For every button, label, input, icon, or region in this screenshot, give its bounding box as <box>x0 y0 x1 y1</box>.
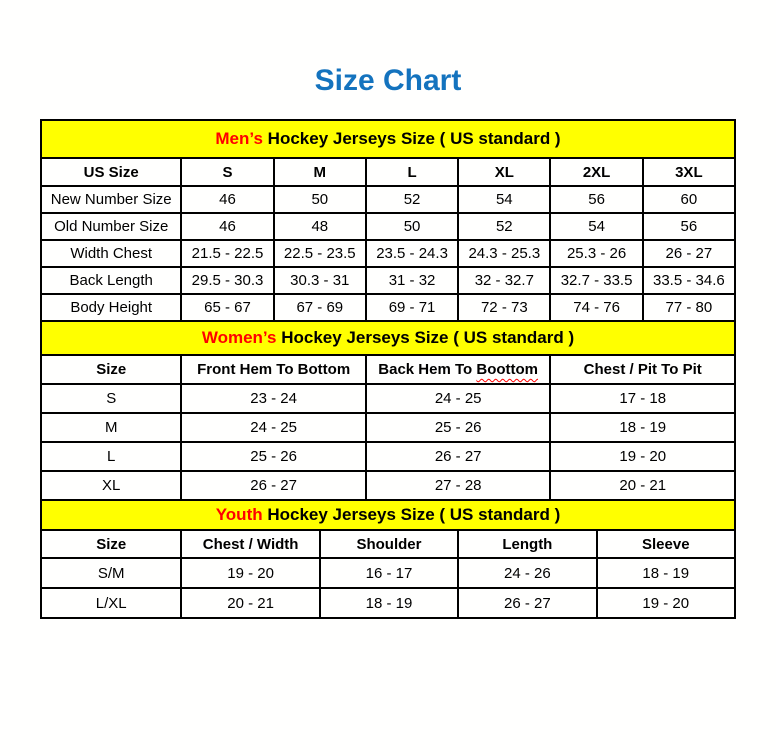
mens-col-header: US Size <box>41 158 181 186</box>
table-row <box>41 588 735 618</box>
cell-value: 16 - 17 <box>320 558 458 588</box>
cell-value: 24.3 - 25.3 <box>458 240 550 267</box>
row-label: Width Chest <box>41 240 181 267</box>
cell-value: 46 <box>181 186 273 213</box>
mens-section-header <box>41 120 735 158</box>
table-row <box>41 558 735 588</box>
cell-value: 60 <box>643 186 735 213</box>
womens-col-back-misspelled-word: Boottom <box>476 361 539 378</box>
cell-value: 19 - 20 <box>181 558 319 588</box>
cell-value: 22.5 - 23.5 <box>274 240 366 267</box>
table-row <box>41 213 735 240</box>
cell-value: 77 - 80 <box>643 294 735 321</box>
cell-value: 25 - 26 <box>181 442 366 471</box>
cell-value: 69 - 71 <box>366 294 458 321</box>
cell-value: 50 <box>366 213 458 240</box>
cell-value: 18 - 19 <box>550 413 735 442</box>
mens-col-header: L <box>366 158 458 186</box>
cell-value: 21.5 - 22.5 <box>181 240 273 267</box>
cell-value: 20 - 21 <box>550 471 735 500</box>
youth-size-table <box>40 499 736 619</box>
cell-value: 56 <box>550 186 642 213</box>
cell-value: 52 <box>366 186 458 213</box>
cell-value: 23.5 - 24.3 <box>366 240 458 267</box>
table-row <box>41 471 735 500</box>
cell-value: 50 <box>274 186 366 213</box>
cell-value: 26 - 27 <box>366 442 551 471</box>
table-row <box>41 413 735 442</box>
youth-heading-rest: Hockey Jerseys Size ( US standard ) <box>267 505 561 524</box>
cell-value: 24 - 25 <box>181 413 366 442</box>
mens-col-header: M <box>274 158 366 186</box>
cell-value: 18 - 19 <box>320 588 458 618</box>
youth-col-header: Size <box>41 530 181 558</box>
cell-value: 65 - 67 <box>181 294 273 321</box>
cell-value: 48 <box>274 213 366 240</box>
cell-value: 54 <box>550 213 642 240</box>
cell-value: 74 - 76 <box>550 294 642 321</box>
table-row <box>41 294 735 321</box>
table-row <box>41 384 735 413</box>
table-row <box>41 240 735 267</box>
table-row <box>41 442 735 471</box>
row-label: XL <box>41 471 181 500</box>
youth-col-header: Length <box>458 530 596 558</box>
youth-column-header-row <box>41 530 735 558</box>
youth-section-header <box>41 500 735 530</box>
cell-value: 25 - 26 <box>366 413 551 442</box>
cell-value: 17 - 18 <box>550 384 735 413</box>
row-label: L/XL <box>41 588 181 618</box>
youth-col-header: Sleeve <box>597 530 735 558</box>
mens-column-header-row <box>41 158 735 186</box>
cell-value: 30.3 - 31 <box>274 267 366 294</box>
mens-col-header: 2XL <box>550 158 642 186</box>
mens-section-header-row <box>41 120 735 158</box>
mens-heading-accent: Men’s <box>215 129 263 148</box>
cell-value: 54 <box>458 186 550 213</box>
cell-value: 24 - 26 <box>458 558 596 588</box>
cell-value: 56 <box>643 213 735 240</box>
cell-value: 67 - 69 <box>274 294 366 321</box>
cell-value: 72 - 73 <box>458 294 550 321</box>
youth-heading-accent: Youth <box>215 505 263 524</box>
table-row <box>41 267 735 294</box>
row-label: S <box>41 384 181 413</box>
womens-heading-accent: Women’s <box>201 328 277 347</box>
cell-value: 18 - 19 <box>597 558 735 588</box>
mens-col-header: 3XL <box>643 158 735 186</box>
womens-heading-rest: Hockey Jerseys Size ( US standard ) <box>281 328 575 347</box>
cell-value: 26 - 27 <box>181 471 366 500</box>
cell-value: 33.5 - 34.6 <box>643 267 735 294</box>
row-label: M <box>41 413 181 442</box>
cell-value: 46 <box>181 213 273 240</box>
womens-col-back-prefix: Back Hem To <box>378 361 473 378</box>
row-label: Old Number Size <box>41 213 181 240</box>
row-label: L <box>41 442 181 471</box>
cell-value: 32 - 32.7 <box>458 267 550 294</box>
row-label: Back Length <box>41 267 181 294</box>
row-label: S/M <box>41 558 181 588</box>
womens-col-header: Chest / Pit To Pit <box>550 355 735 384</box>
cell-value: 31 - 32 <box>366 267 458 294</box>
row-label: New Number Size <box>41 186 181 213</box>
cell-value: 29.5 - 30.3 <box>181 267 273 294</box>
cell-value: 19 - 20 <box>550 442 735 471</box>
cell-value: 27 - 28 <box>366 471 551 500</box>
womens-section-header <box>41 321 735 355</box>
womens-col-header <box>366 355 551 384</box>
mens-heading-rest: Hockey Jerseys Size ( US standard ) <box>267 129 561 148</box>
cell-value: 19 - 20 <box>597 588 735 618</box>
cell-value: 25.3 - 26 <box>550 240 642 267</box>
mens-col-header: XL <box>458 158 550 186</box>
table-row <box>41 186 735 213</box>
youth-section-header-row <box>41 500 735 530</box>
womens-section-header-row <box>41 321 735 355</box>
mens-size-table <box>40 119 736 322</box>
youth-col-header: Chest / Width <box>181 530 319 558</box>
size-chart <box>40 119 736 619</box>
youth-col-header: Shoulder <box>320 530 458 558</box>
cell-value: 52 <box>458 213 550 240</box>
page-title: Size Chart <box>314 64 462 97</box>
womens-size-table <box>40 320 736 501</box>
cell-value: 32.7 - 33.5 <box>550 267 642 294</box>
cell-value: 23 - 24 <box>181 384 366 413</box>
row-label: Body Height <box>41 294 181 321</box>
womens-col-header: Size <box>41 355 181 384</box>
womens-column-header-row <box>41 355 735 384</box>
cell-value: 24 - 25 <box>366 384 551 413</box>
womens-col-header: Front Hem To Bottom <box>181 355 366 384</box>
cell-value: 20 - 21 <box>181 588 319 618</box>
mens-col-header: S <box>181 158 273 186</box>
cell-value: 26 - 27 <box>458 588 596 618</box>
cell-value: 26 - 27 <box>643 240 735 267</box>
